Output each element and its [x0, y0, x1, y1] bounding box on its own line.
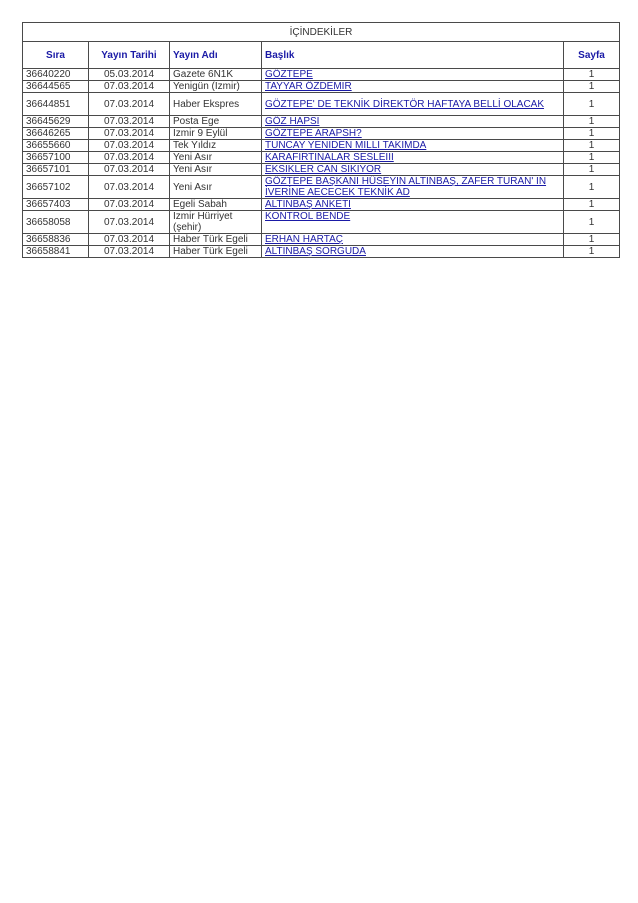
cell-sira: 36646265: [23, 128, 89, 140]
cell-sayfa: 1: [564, 211, 620, 234]
headline-link[interactable]: GÖZTEPE ARAPSH?: [262, 128, 564, 140]
table-row: [23, 211, 620, 234]
cell-sira: 36658841: [23, 246, 89, 258]
cell-tarih: 05.03.2014: [89, 69, 170, 81]
headline-link[interactable]: GÖZTEPE: [262, 69, 564, 81]
headline-link[interactable]: EKSİKLER CAN SIKIYOR: [262, 164, 564, 176]
table-row: [23, 234, 620, 246]
column-header-yayin-adi: Yayın Adı: [170, 42, 262, 69]
headline-link[interactable]: TUNCAY YENİDEN MİLLİ TAKIMDA: [262, 140, 564, 152]
cell-sayfa: 1: [564, 81, 620, 93]
cell-sira: 36640220: [23, 69, 89, 81]
headline-link[interactable]: GÖZ HAPSİ: [262, 116, 564, 128]
cell-sayfa: 1: [564, 246, 620, 258]
table-row: [23, 69, 620, 81]
cell-yayin: Posta Ege: [170, 116, 262, 128]
cell-sira: 36658836: [23, 234, 89, 246]
cell-yayin: İzmir Hürriyet (şehir): [170, 211, 262, 234]
table-row: [23, 93, 620, 116]
cell-sayfa: 1: [564, 176, 620, 199]
cell-sayfa: 1: [564, 234, 620, 246]
column-header-sayfa: Sayfa: [564, 42, 620, 69]
table-row: [23, 164, 620, 176]
cell-yayin: Haber Türk Egeli: [170, 234, 262, 246]
table-row: [23, 128, 620, 140]
cell-tarih: 07.03.2014: [89, 211, 170, 234]
cell-yayin: Yeni Asır: [170, 164, 262, 176]
cell-yayin: Yenigün (İzmir): [170, 81, 262, 93]
cell-sira: 36644565: [23, 81, 89, 93]
headline-link[interactable]: GÖZTEPE' DE TEKNİK DİREKTÖR HAFTAYA BELLİ OLACAK: [262, 93, 564, 116]
cell-tarih: 07.03.2014: [89, 234, 170, 246]
cell-yayin: Tek Yıldız: [170, 140, 262, 152]
cell-tarih: 07.03.2014: [89, 116, 170, 128]
column-header-sira: Sıra: [23, 42, 89, 69]
headline-link[interactable]: TAYYAR ÖZDEMİR: [262, 81, 564, 93]
cell-sira: 36657101: [23, 164, 89, 176]
cell-tarih: 07.03.2014: [89, 93, 170, 116]
cell-sayfa: 1: [564, 164, 620, 176]
cell-sira: 36658058: [23, 211, 89, 234]
cell-yayin: Haber Ekspres: [170, 93, 262, 116]
headline-link[interactable]: ERHAN HARTAÇ: [262, 234, 564, 246]
cell-sayfa: 1: [564, 116, 620, 128]
column-header-yayin-tarihi: Yayın Tarihi: [89, 42, 170, 69]
cell-sayfa: 1: [564, 152, 620, 164]
cell-sira: 36657102: [23, 176, 89, 199]
cell-sayfa: 1: [564, 93, 620, 116]
headline-link[interactable]: GÖZTEPE BAŞKANI HÜSEYİN ALTINBAŞ, ZAFER TURAN' IN İVERİNE AECECEK TEKNİK AD: [262, 176, 564, 199]
cell-tarih: 07.03.2014: [89, 199, 170, 211]
table-of-contents: [22, 22, 620, 258]
table-row: [23, 81, 620, 93]
cell-sayfa: 1: [564, 199, 620, 211]
headline-link[interactable]: ALTINBAŞ ANKETİ: [262, 199, 564, 211]
cell-sira: 36644851: [23, 93, 89, 116]
cell-yayin: Yeni Asır: [170, 152, 262, 164]
table-row: [23, 140, 620, 152]
document-title: İÇİNDEKİLER: [23, 23, 620, 42]
cell-yayin: Yeni Asır: [170, 176, 262, 199]
table-row: [23, 199, 620, 211]
cell-tarih: 07.03.2014: [89, 176, 170, 199]
table-row: [23, 176, 620, 199]
cell-yayin: Egeli Sabah: [170, 199, 262, 211]
cell-yayin: Haber Türk Egeli: [170, 246, 262, 258]
headline-link[interactable]: KARAFIRTINALAR SESLEİİİ: [262, 152, 564, 164]
cell-tarih: 07.03.2014: [89, 128, 170, 140]
headline-link[interactable]: ALTINBAŞ SORGUDA: [262, 246, 564, 258]
table-row: [23, 152, 620, 164]
cell-sira: 36657403: [23, 199, 89, 211]
cell-sayfa: 1: [564, 140, 620, 152]
headline-link[interactable]: KONTROL BENDE: [262, 211, 564, 234]
cell-sira: 36645629: [23, 116, 89, 128]
cell-sira: 36657100: [23, 152, 89, 164]
cell-tarih: 07.03.2014: [89, 140, 170, 152]
cell-tarih: 07.03.2014: [89, 81, 170, 93]
cell-yayin: Gazete 6N1K: [170, 69, 262, 81]
cell-sayfa: 1: [564, 128, 620, 140]
cell-sira: 36655660: [23, 140, 89, 152]
cell-sayfa: 1: [564, 69, 620, 81]
cell-yayin: İzmir 9 Eylül: [170, 128, 262, 140]
table-row: [23, 246, 620, 258]
cell-tarih: 07.03.2014: [89, 246, 170, 258]
cell-tarih: 07.03.2014: [89, 164, 170, 176]
column-header-baslik: Başlık: [262, 42, 564, 69]
table-row: [23, 116, 620, 128]
cell-tarih: 07.03.2014: [89, 152, 170, 164]
